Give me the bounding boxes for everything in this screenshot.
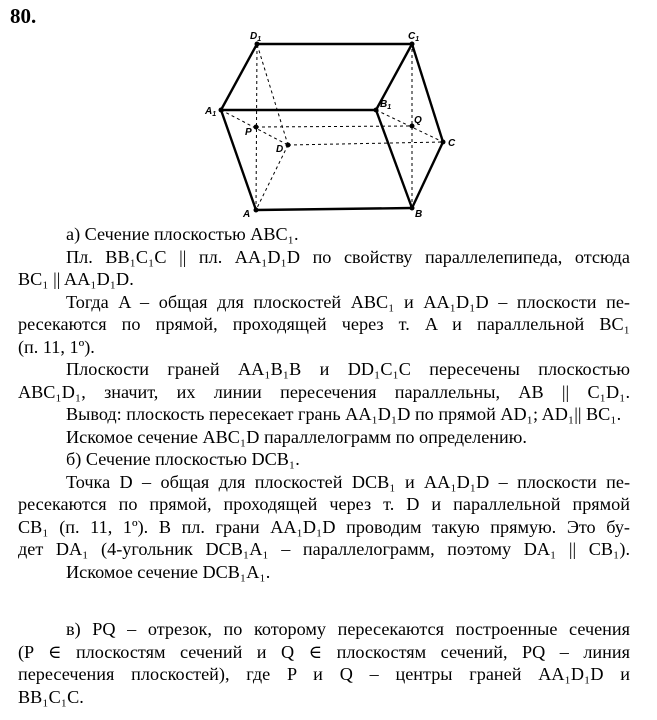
label-q: Q bbox=[414, 115, 422, 126]
line-17: в) PQ – отрезок, по которому пересекаются построенные сечения bbox=[66, 619, 630, 639]
label-a1: $A_1$ bbox=[205, 106, 217, 118]
vertex-a bbox=[254, 208, 259, 213]
label-c: C bbox=[448, 138, 456, 149]
hidden-edge-d-c bbox=[288, 142, 443, 145]
line-19: пересечения плоскостей), где P и Q – центры граней AA₁D₁D и bbox=[18, 664, 630, 684]
edge-a-a1 bbox=[221, 110, 256, 210]
line-8: ABC₁D₁, значит, их линии пересечения параллельны, AB || C₁D₁. bbox=[18, 381, 630, 402]
solution-text-part-c bbox=[18, 618, 630, 708]
vertex-b1 bbox=[374, 108, 379, 113]
line-5: ресекаются по прямой, проходящей через т. A и параллельной BC₁ bbox=[18, 314, 630, 334]
vertex-b bbox=[410, 206, 415, 211]
point-p bbox=[254, 125, 259, 130]
edge-a1-d1 bbox=[221, 44, 257, 110]
line-9: Вывод: плоскость пересекает грань AA₁D₁D по прямой AD₁; AD₁|| BC₁. bbox=[66, 404, 622, 424]
edge-b1-b bbox=[376, 110, 412, 208]
label-a: A bbox=[243, 209, 251, 217]
vertex-c1 bbox=[410, 42, 415, 47]
solution-text bbox=[18, 223, 630, 583]
line-3: BC₁ || AA₁D₁D. bbox=[18, 269, 134, 289]
edge-b-a bbox=[256, 208, 412, 210]
problem-number: 80. bbox=[10, 4, 37, 28]
line-2: Пл. BB₁C₁C || пл. AA₁D₁D по свойству параллелепипеда, отсюда bbox=[66, 246, 630, 267]
label-d: D bbox=[276, 144, 284, 155]
line-11: б) Сечение плоскостью DCB₁. bbox=[66, 449, 300, 469]
hidden-edge-d-d1 bbox=[257, 44, 288, 145]
vertex-d bbox=[286, 143, 291, 148]
label-c1: $C_1$ bbox=[408, 31, 420, 43]
parallelepiped-figure bbox=[190, 22, 470, 217]
line-12: Точка D – общая для плоскостей DCB₁ и AA₁D₁D – плоскости пе- bbox=[66, 471, 630, 492]
line-7: Плоскости граней AA₁B₁B и DD₁C₁C пересечены плоскостью bbox=[66, 359, 630, 379]
line-15: дет DA₁ (4-угольник DCB₁A₁ – параллелограмм, поэтому DA₁ || CB₁). bbox=[18, 539, 630, 559]
line-1: а) Сечение плоскостью ABC₁. bbox=[66, 224, 299, 244]
label-p: P bbox=[245, 127, 252, 138]
label-b1: $B_1$ bbox=[380, 99, 392, 111]
label-b: B bbox=[415, 209, 423, 217]
line-6: (п. 11, 1º). bbox=[18, 336, 95, 357]
vertex-c bbox=[441, 140, 446, 145]
edge-c1-c bbox=[412, 44, 443, 142]
hidden-line-p-q bbox=[256, 126, 412, 127]
line-4: Тогда A – общая для плоскостей ABC₁ и AA₁D₁D – плоскости пе- bbox=[66, 291, 630, 312]
line-14: CB₁ (п. 11, 1º). В пл. грани AA₁D₁D проводим такую прямую. Это бу- bbox=[18, 516, 630, 537]
line-16: Искомое сечение DCB₁A₁. bbox=[66, 561, 271, 582]
line-18: (P ∈ плоскостям сечений и Q ∈ плоскостям сечений, PQ – линия bbox=[18, 641, 630, 662]
line-10: Искомое сечение ABC₁D параллелограмм по определению. bbox=[66, 426, 527, 447]
line-13: ресекаются по прямой, проходящей через т. D и параллельной прямой bbox=[18, 494, 630, 514]
edge-c-b bbox=[412, 142, 443, 208]
vertex-a1 bbox=[219, 108, 224, 113]
line-20: BB₁C₁C. bbox=[18, 686, 84, 707]
label-d1: $D_1$ bbox=[250, 31, 262, 43]
